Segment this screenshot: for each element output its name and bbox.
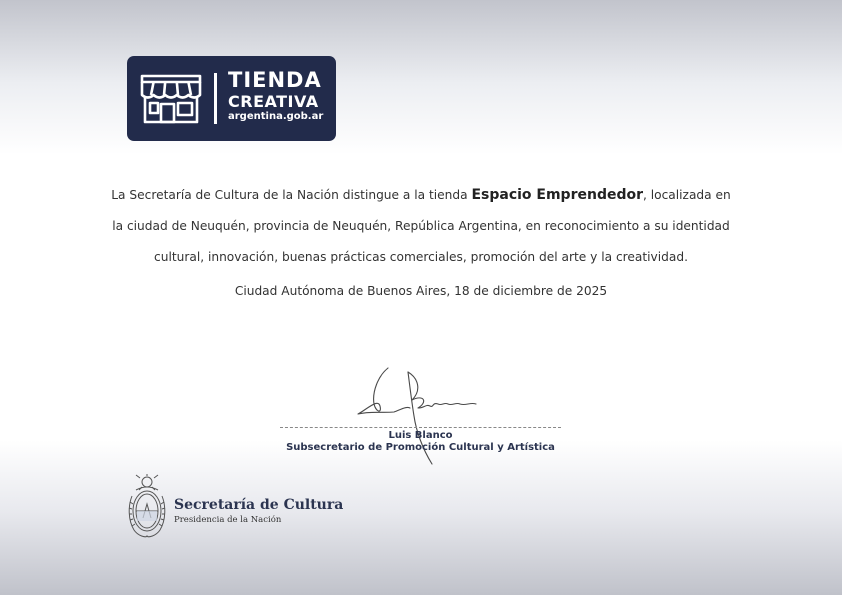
certificate-text-rest: , localizada en la ciudad de Neuquén, provincia de Neuquén, República Argentina, en reconocimiento a su identidad cultural, innovación, buenas prácticas comerciales, promoción del arte y la creatividad. bbox=[112, 188, 731, 264]
signer-name: Luis Blanco bbox=[388, 430, 453, 441]
signature-line bbox=[280, 427, 561, 428]
certificate-text-intro: La Secretaría de Cultura de la Nación distingue a la tienda bbox=[111, 188, 472, 202]
store-name: Espacio Emprendedor bbox=[471, 187, 644, 203]
place-date: Ciudad Autónoma de Buenos Aires, 18 de diciembre de 2025 bbox=[234, 284, 608, 298]
logo-domain: argentina.gob.ar bbox=[228, 111, 324, 122]
logo-title: TIENDA bbox=[228, 68, 322, 92]
coat-of-arms-icon bbox=[126, 474, 168, 540]
certificate-text bbox=[110, 180, 732, 273]
logo-subtitle: CREATIVA bbox=[228, 92, 319, 111]
signer-title: Subsecretario de Promoción Cultural y Artística bbox=[286, 442, 555, 453]
storefront-icon bbox=[139, 73, 203, 125]
org-subtitle: Presidencia de la Nación bbox=[174, 515, 282, 525]
logo-divider bbox=[214, 73, 217, 124]
tienda-creativa-logo bbox=[127, 56, 336, 141]
org-name: Secretaría de Cultura bbox=[174, 497, 344, 513]
handwritten-signature bbox=[352, 364, 482, 470]
